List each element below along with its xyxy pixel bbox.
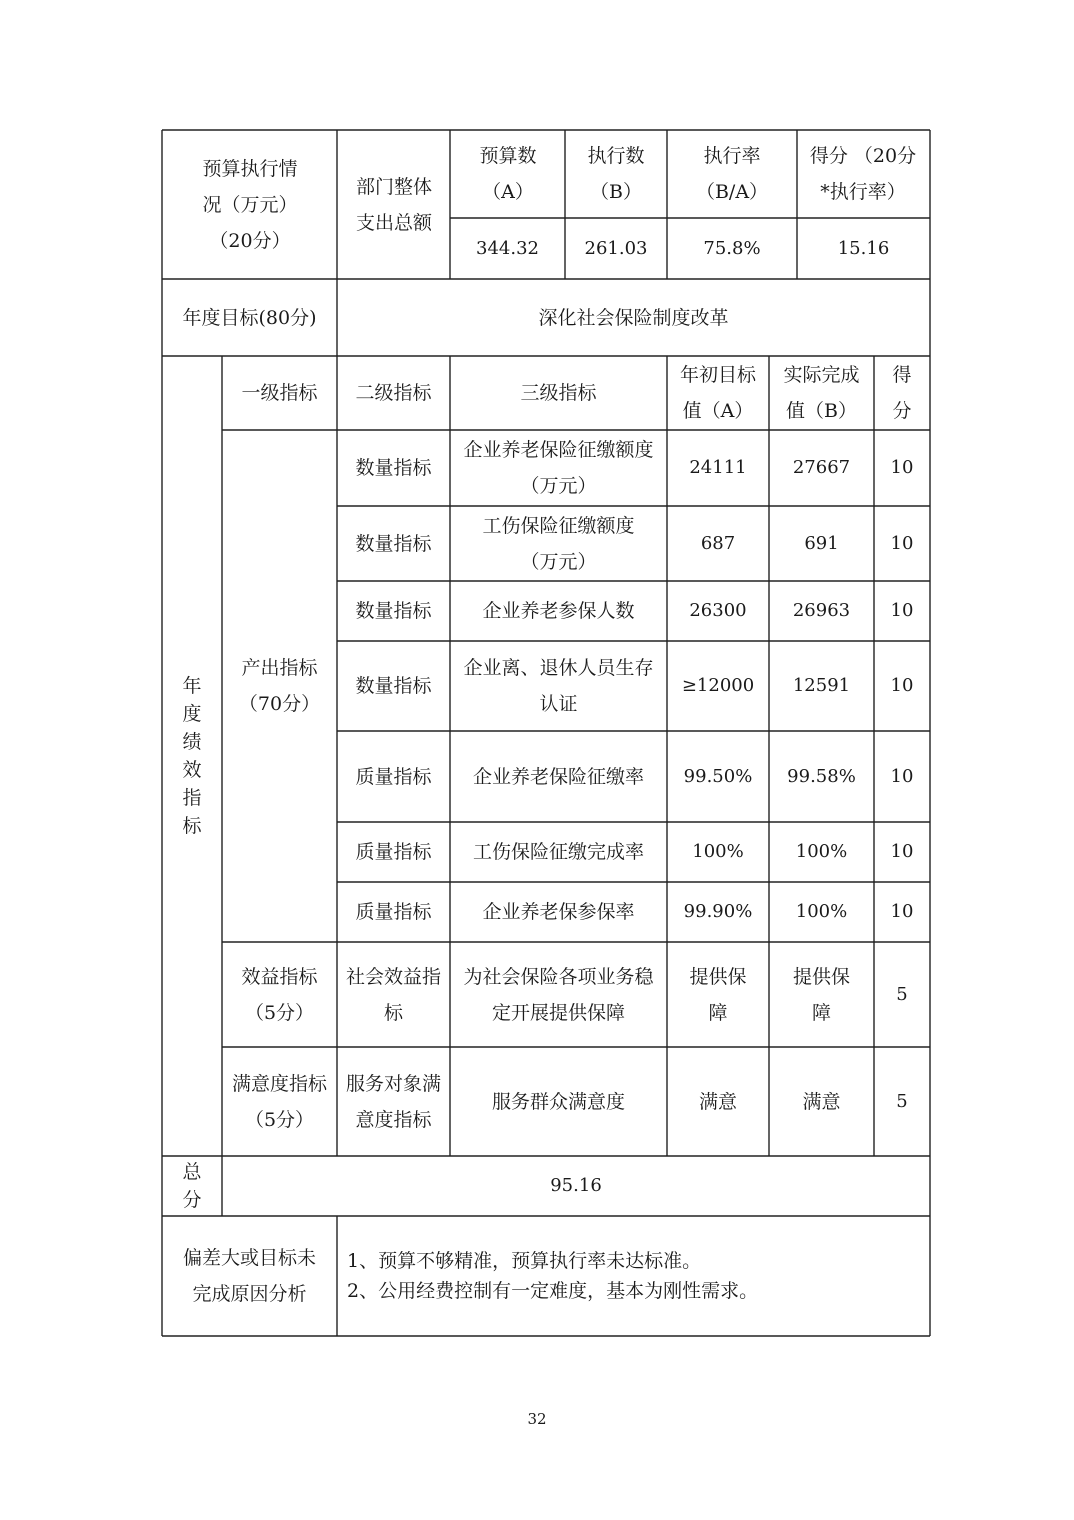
table-row-9-score: 5	[896, 1090, 908, 1112]
table-row-6-level3: 工伤保险征缴完成率	[472, 841, 644, 863]
table-row-4-level2: 数量指标	[355, 675, 432, 697]
header-score: 得分	[892, 364, 912, 422]
page-number: 32	[527, 1410, 547, 1428]
table-row-2-level2: 数量指标	[355, 532, 432, 555]
table-row-8-actual: 提供保障	[792, 965, 850, 1024]
table-row-3-level2: 数量指标	[355, 600, 432, 622]
header-level3: 三级指标	[520, 382, 597, 404]
table-row-5-level3: 企业养老保险征缴率	[472, 765, 644, 788]
group-benefit-indicators: 效益指标（5分）	[241, 965, 318, 1024]
deviation-line-2: 2、公用经费控制有一定难度，基本为刚性需求。	[347, 1280, 759, 1302]
table-row-9-actual: 满意	[802, 1090, 841, 1113]
table-row-8-target: 提供保障	[689, 965, 747, 1024]
table-row-5-score: 10	[890, 765, 914, 787]
header-actual: 实际完成值（B）	[783, 364, 860, 422]
table-row-6-score: 10	[890, 841, 914, 862]
table-row-2-level3: 工伤保险征缴额度（万元）	[482, 514, 635, 573]
table-row-3-level3: 企业养老参保人数	[482, 600, 635, 622]
total-label: 总分	[182, 1161, 202, 1211]
table-row-3-target: 26300	[689, 600, 747, 621]
table-row-5-level2: 质量指标	[355, 765, 432, 788]
table-row-8-score: 5	[896, 983, 908, 1005]
table-row-9-level2: 服务对象满意度指标	[345, 1072, 441, 1131]
table-row-4-score: 10	[890, 675, 914, 696]
table-row-6-level2: 质量指标	[355, 841, 432, 863]
deviation-analysis	[337, 1216, 930, 1336]
table-row-2-target: 687	[700, 532, 736, 554]
table-row-7-score: 10	[890, 901, 914, 922]
table-row-1-level3: 企业养老保险征缴额度（万元）	[463, 439, 654, 497]
header-level1: 一级指标	[241, 382, 318, 404]
header-target: 年初目标值（A）	[679, 364, 756, 422]
table-row-3-score: 10	[890, 600, 914, 621]
table-row-8-level2: 社会效益指标	[345, 965, 441, 1024]
value-budget-amount: 344.32	[476, 237, 539, 259]
table-row-1-actual: 27667	[792, 457, 851, 478]
table-row-4-actual: 12591	[792, 675, 851, 696]
table-row-2-actual: 691	[804, 532, 839, 554]
table-row-7-target: 99.90%	[683, 901, 753, 922]
value-budget-score: 15.16	[837, 237, 890, 259]
budget-item-label: 部门整体支出总额	[355, 175, 432, 234]
deviation-line-1: 1、预算不够精准，预算执行率未达标准。	[347, 1250, 702, 1272]
table-row-9-level3: 服务群众满意度	[491, 1090, 625, 1113]
table-row-4-target: ≥12000	[681, 675, 755, 696]
table-row-5-actual: 99.58%	[787, 765, 856, 787]
group-output-indicators: 产出指标（70分）	[238, 657, 321, 715]
table-row-7-actual: 100%	[795, 901, 848, 922]
table-row-1-score: 10	[890, 457, 914, 478]
table-row-7-level2: 质量指标	[355, 901, 432, 923]
table-row-3-actual: 26963	[792, 600, 851, 621]
annual-goal-value: 深化社会保险制度改革	[538, 306, 729, 329]
budget-section-label: 预算执行情况（万元）（20分）	[202, 157, 298, 252]
table-row-8-level3: 为社会保险各项业务稳定开展提供保障	[463, 965, 654, 1024]
total-value: 95.16	[550, 1175, 602, 1196]
table-row-6-target: 100%	[692, 841, 744, 862]
header-level2: 二级指标	[355, 382, 432, 404]
deviation-label: 偏差大或目标未完成原因分析	[182, 1247, 316, 1305]
annual-goal-label: 年度目标(80分)	[182, 306, 317, 329]
table-row-9-target: 满意	[698, 1090, 737, 1113]
group-satisfaction-indicators: 满意度指标（5分）	[232, 1072, 328, 1131]
header-budget-amount: 预算数（A）	[479, 145, 537, 203]
performance-section-label: 年度绩效指标	[182, 675, 202, 837]
table-row-5-target: 99.50%	[683, 765, 753, 787]
table-row-4-level3: 企业离、退休人员生存认证	[463, 657, 654, 715]
value-executed-amount: 261.03	[584, 237, 648, 259]
header-executed-amount: 执行数（B）	[587, 145, 645, 203]
table-row-7-level3: 企业养老保参保率	[482, 901, 635, 923]
header-execution-rate: 执行率（B/A）	[695, 145, 769, 203]
table-row-2-score: 10	[890, 532, 914, 554]
table-row-1-level2: 数量指标	[355, 457, 432, 479]
table-row-1-target: 24111	[689, 457, 747, 478]
table-row-6-actual: 100%	[795, 841, 848, 862]
value-execution-rate: 75.8%	[703, 237, 761, 259]
header-budget-score: 得分 （20分*执行率）	[809, 145, 917, 203]
